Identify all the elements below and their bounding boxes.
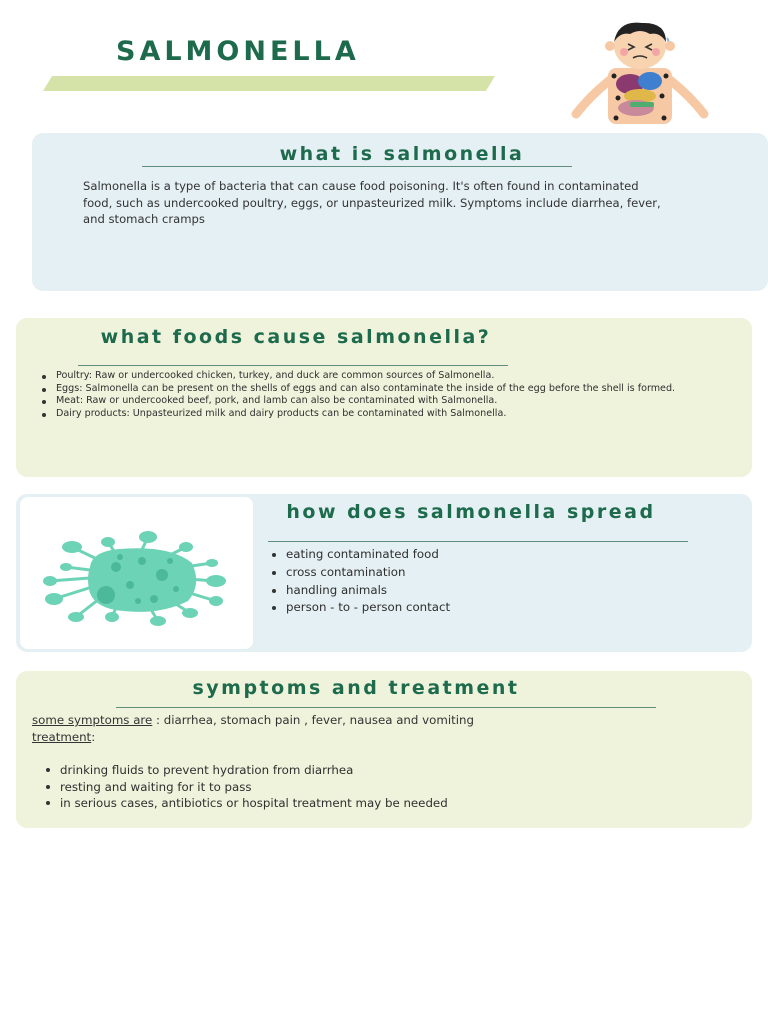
foods-heading-rule xyxy=(78,365,508,366)
bacteria-illustration xyxy=(20,497,253,649)
list-item: resting and waiting for it to pass xyxy=(60,779,660,796)
list-item: cross contamination xyxy=(286,564,706,582)
foods-section xyxy=(16,318,752,477)
list-item: Meat: Raw or undercooked beef, pork, and lamb can also be contaminated with Salmonella. xyxy=(56,395,746,408)
symptoms-label: some symptoms are xyxy=(32,713,153,727)
list-item: Dairy products: Unpasteurized milk and dairy products can be contaminated with Salmonella. xyxy=(56,408,746,421)
what-is-body: Salmonella is a type of bacteria that can cause food poisoning. It's often found in contaminated food, such as undercooked poultry, eggs, or unpasteurized milk. Symptoms include diarrhea, fever, and stomach cramps xyxy=(83,179,661,226)
list-item: drinking fluids to prevent hydration from diarrhea xyxy=(60,762,660,779)
list-item: Eggs: Salmonella can be present on the shells of eggs and can also contaminate the inside of the egg before the shell is formed. xyxy=(56,383,746,396)
symptoms-section xyxy=(16,671,752,828)
list-item: handling animals xyxy=(286,582,706,600)
page-title: SALMONELLA xyxy=(116,36,360,67)
list-item: eating contaminated food xyxy=(286,546,706,564)
list-item: Poultry: Raw or undercooked chicken, turkey, and duck are common sources of Salmonella. xyxy=(56,370,746,383)
spread-section xyxy=(16,494,752,652)
treatment-label: treatment xyxy=(32,729,92,744)
symptoms-paragraph xyxy=(32,712,592,745)
treatment-list xyxy=(38,762,660,812)
title-underline-band xyxy=(43,76,495,91)
spread-list xyxy=(264,546,706,617)
list-item: person - to - person contact xyxy=(286,599,706,617)
what-is-heading: what is salmonella xyxy=(279,143,525,165)
treatment-colon: : xyxy=(91,729,96,744)
sick-child-illustration xyxy=(570,18,710,130)
foods-heading: what foods cause salmonella? xyxy=(100,326,492,348)
symptoms-heading: symptoms and treatment xyxy=(192,677,520,699)
symptoms-heading-rule xyxy=(116,707,656,708)
list-item: in serious cases, antibiotics or hospital treatment may be needed xyxy=(60,795,660,812)
what-is-heading-rule xyxy=(142,166,572,167)
spread-heading: how does salmonella spread xyxy=(286,501,656,523)
spread-heading-rule xyxy=(268,541,688,542)
foods-list xyxy=(34,370,746,421)
symptoms-text: : diarrhea, stomach pain , fever, nausea and vomiting xyxy=(152,713,474,727)
what-is-section xyxy=(32,133,768,291)
